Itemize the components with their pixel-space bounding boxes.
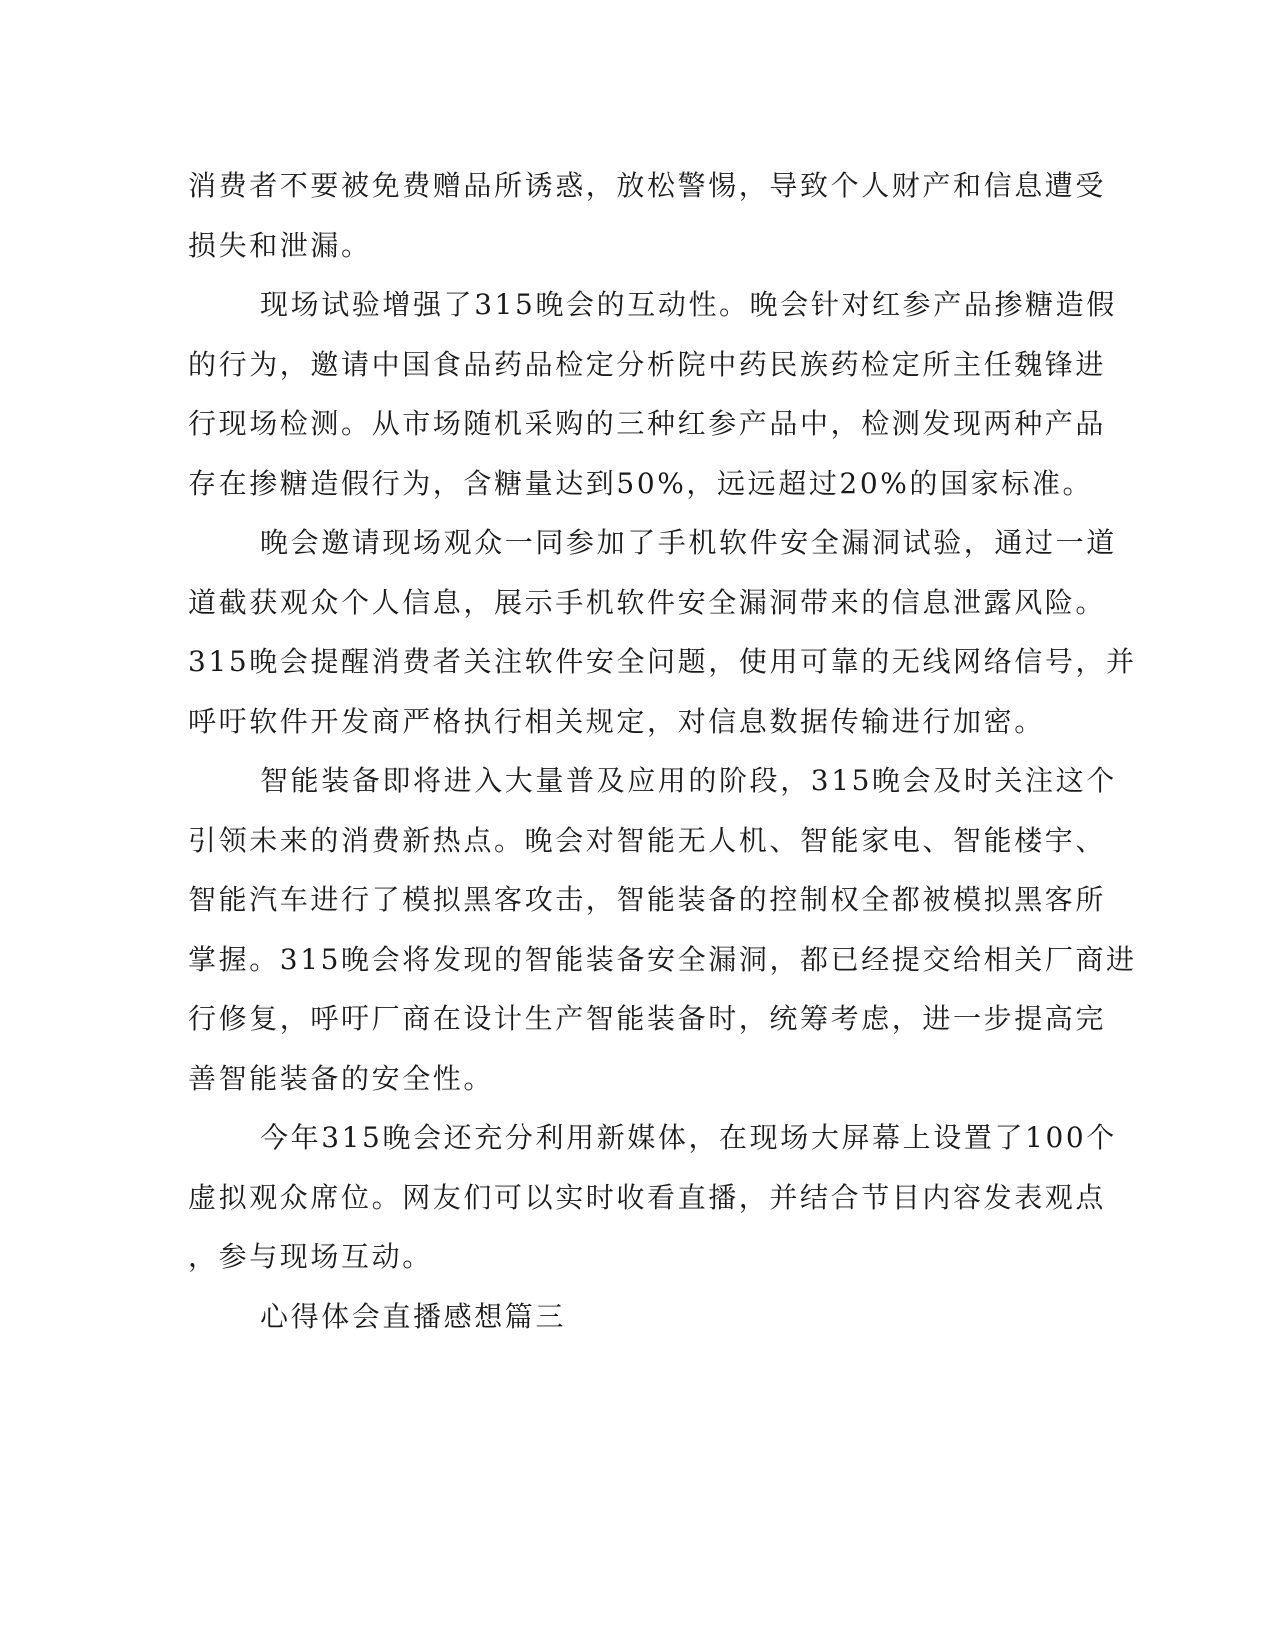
text-line: 虚拟观众席位。网友们可以实时收看直播，并结合节目内容发表观点 bbox=[188, 1180, 1107, 1214]
text-line: 引领未来的消费新热点。晚会对智能无人机、智能家电、智能楼宇、 bbox=[188, 823, 1107, 857]
text-line: ，参与现场互动。 bbox=[188, 1240, 433, 1273]
text-line: 善智能装备的安全性。 bbox=[188, 1061, 495, 1095]
text-line: 行现场检测。从市场随机采购的三种红参产品中，检测发现两种产品 bbox=[188, 407, 1107, 440]
text-line: 智能汽车进行了模拟黑客攻击，智能装备的控制权全都被模拟黑客所 bbox=[188, 883, 1107, 916]
paragraph-start: 智能装备即将进入大量普及应用的阶段，315晚会及时关注这个 bbox=[260, 764, 1117, 797]
text-line: 的行为，邀请中国食品药品检定分析院中药民族药检定所主任魏锋进 bbox=[188, 347, 1107, 381]
text-line: 存在掺糖造假行为，含糖量达到50%，远远超过20%的国家标准。 bbox=[188, 466, 1094, 500]
text-line: 损失和泄漏。 bbox=[188, 228, 372, 262]
paragraph-start: 现场试验增强了315晚会的互动性。晚会针对红参产品掺糖造假 bbox=[260, 288, 1117, 321]
text-line: 道截获观众个人信息，展示手机软件安全漏洞带来的信息泄露风险。 bbox=[188, 585, 1107, 619]
section-heading: 心得体会直播感想篇三 bbox=[260, 1299, 567, 1333]
paragraph-start: 今年315晚会还充分利用新媒体，在现场大屏幕上设置了100个 bbox=[260, 1121, 1117, 1154]
document-body bbox=[188, 156, 1137, 1346]
text-line: 呼吁软件开发商严格执行相关规定，对信息数据传输进行加密。 bbox=[188, 704, 1045, 738]
text-line: 315晚会提醒消费者关注软件安全问题，使用可靠的无线网络信号，并 bbox=[188, 645, 1137, 678]
text-line: 行修复，呼吁厂商在设计生产智能装备时，统筹考虑，进一步提高完 bbox=[188, 1002, 1107, 1035]
text-line: 消费者不要被免费赠品所诱惑，放松警惕，导致个人财产和信息遭受 bbox=[188, 169, 1107, 202]
paragraph-start: 晚会邀请现场观众一同参加了手机软件安全漏洞试验，通过一道 bbox=[260, 526, 1117, 559]
text-line: 掌握。315晚会将发现的智能装备安全漏洞，都已经提交给相关厂商进 bbox=[188, 942, 1137, 976]
